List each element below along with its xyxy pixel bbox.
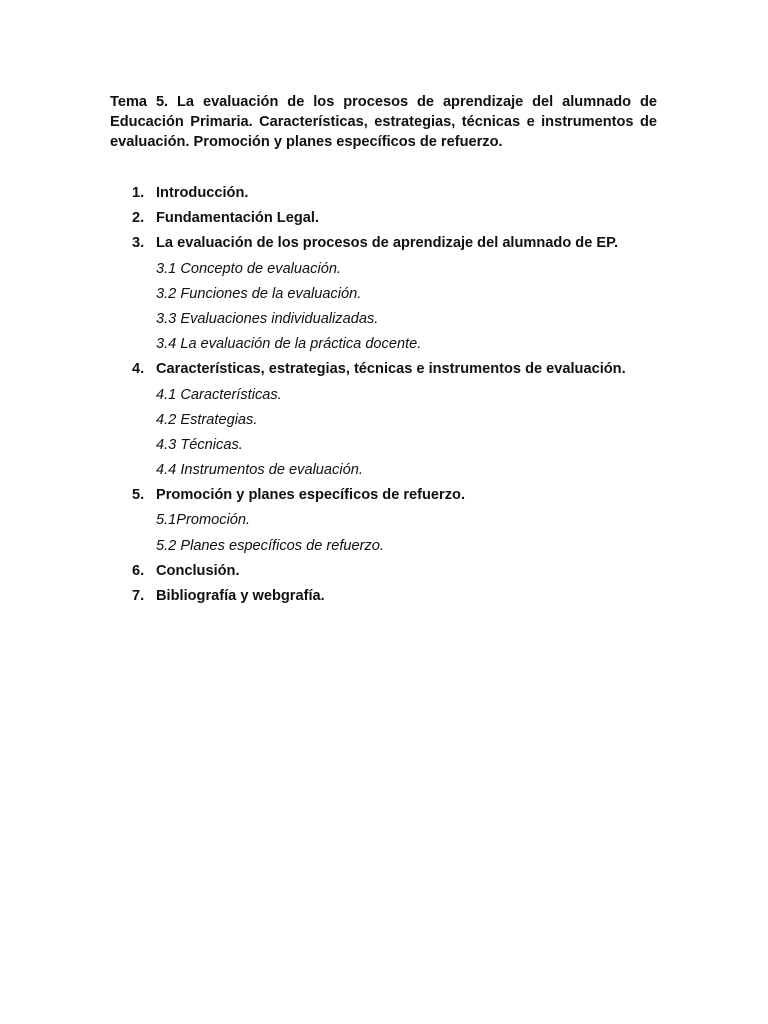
toc-item: [110, 586, 710, 611]
toc-item-number: 5.: [132, 487, 145, 504]
toc-subitem: [110, 334, 710, 359]
toc-item-label: Introducción.: [156, 185, 249, 201]
toc-subitem-label: 3.1 Concepto de evaluación.: [156, 260, 341, 277]
toc-item-label: La evaluación de los procesos de aprendizaje del alumnado de EP.: [156, 235, 619, 252]
toc-subitem-label: 3.2 Funciones de la evaluación.: [156, 285, 362, 302]
toc-subitem-label: 3.4 La evaluación de la práctica docente.: [156, 336, 422, 353]
table-of-contents: [110, 183, 710, 611]
toc-subitem-label: 5.2 Planes específicos de refuerzo.: [156, 537, 384, 554]
toc-item-number: 1.: [132, 185, 145, 201]
document-title: Tema 5. La evaluación de los procesos de aprendizaje del alumnado de Educación Primaria. Características, estrategias, técnicas e instrumentos de evaluación. Promoción y planes específicos de refuerzo.: [110, 94, 657, 150]
toc-item: [110, 208, 710, 233]
toc-item-label: Características, estrategias, técnicas e instrumentos de evaluación.: [156, 361, 626, 378]
toc-item: [110, 359, 710, 384]
toc-subitem: [110, 259, 710, 284]
toc-item-number: 7.: [132, 588, 145, 604]
toc-item-number: 6.: [132, 562, 145, 579]
toc-subitem-label: 4.3 Técnicas.: [156, 436, 243, 453]
toc-item: [110, 233, 710, 258]
toc-item: [110, 561, 710, 586]
toc-subitem-label: 4.2 Estrategias.: [156, 411, 258, 428]
toc-subitem-label: 3.3 Evaluaciones individualizadas.: [156, 310, 379, 327]
toc-subitem-label: 4.1 Características.: [156, 386, 282, 403]
toc-subitem-label: 4.4 Instrumentos de evaluación.: [156, 462, 363, 479]
toc-subitem-label: 5.1Promoción.: [156, 512, 251, 529]
toc-subitem: [110, 284, 710, 309]
toc-subitem: [110, 536, 710, 561]
toc-item-label: Fundamentación Legal.: [156, 210, 319, 227]
toc-subitem: [110, 309, 710, 334]
toc-item-number: 4.: [132, 361, 145, 378]
toc-item: [110, 485, 710, 510]
toc-item-number: 3.: [132, 235, 145, 252]
toc-subitem: [110, 435, 710, 460]
toc-subitem: [110, 460, 710, 485]
toc-item: [110, 183, 710, 208]
toc-subitem: [110, 385, 710, 410]
toc-item-label: Bibliografía y webgrafía.: [156, 588, 325, 604]
toc-item-label: Conclusión.: [156, 562, 240, 579]
toc-item-label: Promoción y planes específicos de refuerzo.: [156, 487, 465, 504]
toc-item-number: 2.: [132, 210, 145, 227]
toc-subitem: [110, 410, 710, 435]
toc-subitem: [110, 510, 710, 535]
